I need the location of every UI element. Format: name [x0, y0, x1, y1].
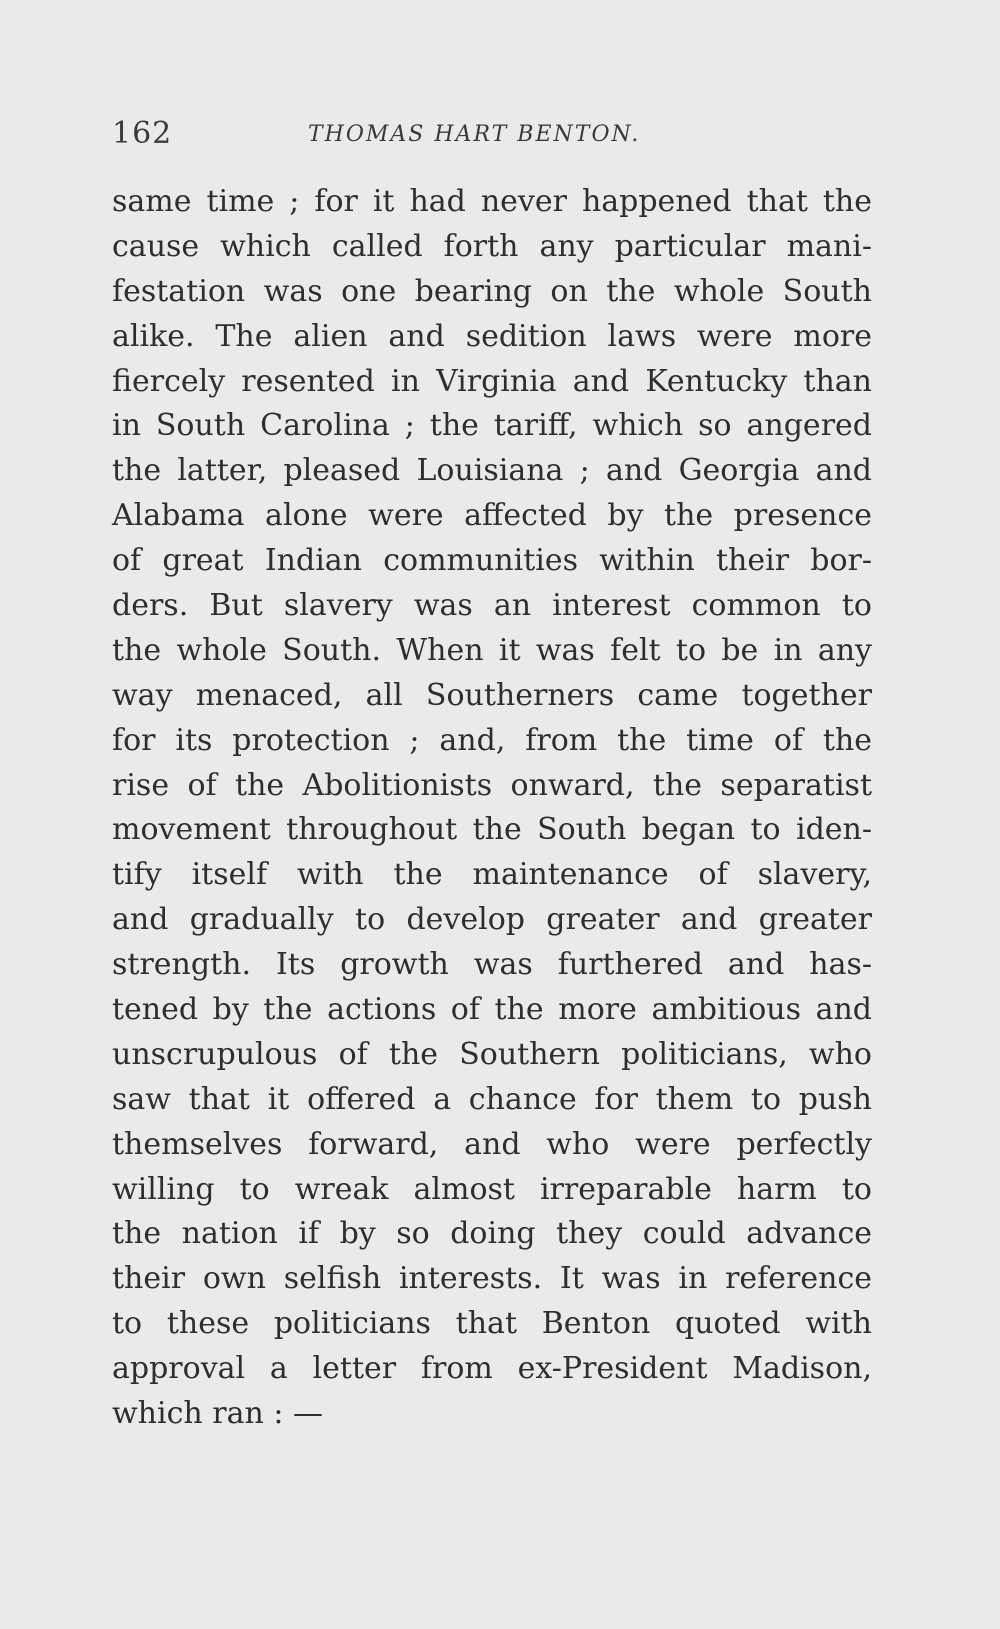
text-line: saw that it offered a chance for them to push	[112, 1081, 872, 1117]
text-line: same time ; for it had never happened that the	[112, 184, 872, 219]
running-title: THOMAS HART BENTON.	[308, 122, 641, 147]
text-line: unscrupulous of the Southern politicians, who	[112, 1036, 872, 1072]
running-head	[112, 116, 872, 160]
text-line: movement throughout the South began to iden-	[112, 812, 872, 848]
text-line: approval a letter from ex-President Madison,	[112, 1351, 872, 1387]
text-line: and gradually to develop greater and greater	[112, 902, 872, 938]
text-line: cause which called forth any particular mani-	[112, 228, 872, 264]
text-line: Alabama alone were affected by the presence	[112, 498, 872, 534]
text-line: alike. The alien and sedition laws were more	[112, 318, 872, 354]
text-line: fiercely resented in Virginia and Kentucky than	[112, 363, 872, 399]
text-line: to these politicians that Benton quoted with	[112, 1306, 872, 1342]
text-line: their own selfish interests. It was in reference	[112, 1261, 872, 1297]
text-line: the whole South. When it was felt to be in any	[112, 632, 872, 668]
text-line: strength. Its growth was furthered and has-	[112, 947, 872, 983]
text-line: for its protection ; and, from the time of the	[112, 722, 872, 758]
text-line: ders. But slavery was an interest common to	[112, 588, 872, 624]
text-line: the nation if by so doing they could advance	[112, 1216, 872, 1252]
body-text	[112, 180, 872, 1437]
text-line: which ran : —	[112, 1396, 323, 1432]
text-line: rise of the Abolitionists onward, the separatist	[112, 767, 872, 803]
text-line: willing to wreak almost irreparable harm to	[112, 1171, 872, 1207]
text-line: of great Indian communities within their bor-	[112, 543, 872, 579]
text-line: tened by the actions of the more ambitious and	[112, 992, 872, 1028]
text-line: way menaced, all Southerners came together	[112, 677, 872, 713]
text-line: themselves forward, and who were perfectly	[112, 1126, 872, 1162]
page-number: 162	[112, 116, 173, 151]
text-line: festation was one bearing on the whole South	[112, 273, 872, 309]
text-line: in South Carolina ; the tariff, which so angered	[112, 408, 872, 444]
text-line: tify itself with the maintenance of slavery,	[112, 857, 872, 893]
text-line: the latter, pleased Louisiana ; and Georgia and	[112, 453, 872, 489]
